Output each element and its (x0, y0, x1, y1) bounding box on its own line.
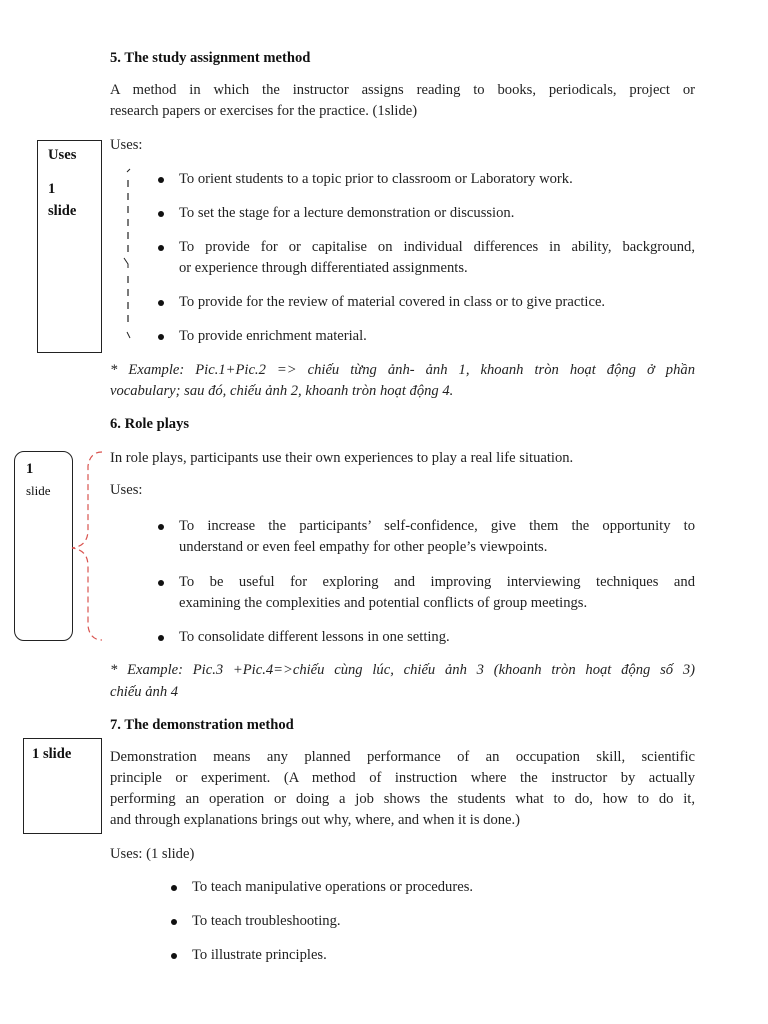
bullet-icon (158, 524, 164, 530)
section6-side-box (14, 451, 73, 641)
section5-uses-label: Uses: (110, 137, 143, 153)
section6-heading: 6. Role plays (110, 416, 190, 432)
section7-side-box (23, 738, 102, 834)
side-box-slide: slide (48, 203, 77, 219)
bullet-icon (158, 334, 164, 340)
section5-example-line2: vocabulary; sau đó, chiếu ảnh 2, khoanh tròn hoạt động 4. (110, 383, 454, 399)
section6-bullet-2b: examining the complexities and potential conflicts of group meetings. (179, 595, 588, 611)
section7-desc-line4: and through explanations brings out why, where, and when it is done.) (110, 812, 521, 828)
section6-example-line1: * Example: Pic.3 +Pic.4=>chiếu cùng lúc, chiếu ảnh 3 (khoanh tròn hoạt động số 3) (110, 662, 695, 678)
section7-bullet-3: To illustrate principles. (192, 947, 327, 963)
side-box-slide: 1 slide (32, 746, 72, 762)
section5-bullet-5: To provide enrichment material. (179, 328, 367, 344)
side-box-slide: slide (26, 483, 51, 498)
side-box-count: 1 (26, 461, 34, 477)
section7-desc-line1: Demonstration means any planned performance of an occupation skill, scientific (110, 749, 695, 765)
bullet-icon (158, 245, 164, 251)
section5-dashed-brace (118, 168, 138, 343)
bullet-icon (171, 885, 177, 891)
bullet-icon (158, 177, 164, 183)
section5-side-box (37, 140, 102, 353)
bullet-icon (158, 635, 164, 641)
section6-red-brace (68, 450, 104, 642)
section5-bullet-2: To set the stage for a lecture demonstration or discussion. (179, 205, 515, 221)
section7-bullet-1: To teach manipulative operations or procedures. (192, 879, 474, 895)
bullet-icon (158, 300, 164, 306)
section5-desc-line1: A method in which the instructor assigns reading to books, periodicals, project or (110, 82, 695, 98)
bullet-icon (171, 953, 177, 959)
section5-desc-line2: research papers or exercises for the practice. (1slide) (110, 103, 418, 119)
bullet-icon (158, 211, 164, 217)
section7-heading: 7. The demonstration method (110, 717, 294, 733)
side-box-uses-label: Uses (48, 147, 77, 163)
section7-desc-line2: principle or experiment. (A method of instruction where the instructor by actually (110, 770, 695, 786)
section7-bullet-2: To teach troubleshooting. (192, 913, 341, 929)
section6-bullet-1b: understand or even feel empathy for other people’s viewpoints. (179, 539, 548, 555)
section6-example-line2: chiếu ảnh 4 (110, 684, 179, 700)
section7-uses-label: Uses: (1 slide) (110, 846, 195, 862)
section5-bullet-1: To orient students to a topic prior to classroom or Laboratory work. (179, 171, 573, 187)
section6-bullet-1a: To increase the participants’ self-confidence, give them the opportunity to (179, 518, 695, 534)
section6-uses-label: Uses: (110, 482, 143, 498)
section6-intro: In role plays, participants use their own experiences to play a real life situation. (110, 450, 574, 466)
bullet-icon (158, 580, 164, 586)
section6-bullet-3: To consolidate different lessons in one setting. (179, 629, 450, 645)
side-box-count: 1 (48, 181, 56, 197)
section5-bullet-3a: To provide for or capitalise on individual differences in ability, background, (179, 239, 695, 255)
section5-bullet-3b: or experience through differentiated assignments. (179, 260, 468, 276)
section6-bullet-2a: To be useful for exploring and improving interviewing techniques and (179, 574, 695, 590)
section7-desc-line3: performing an operation or doing a job shows the students what to do, how to do it, (110, 791, 695, 807)
section5-heading: 5. The study assignment method (110, 50, 311, 66)
section5-example-line1: * Example: Pic.1+Pic.2 => chiếu từng ảnh- ảnh 1, khoanh tròn hoạt động ở phần (110, 362, 695, 378)
section5-bullet-4: To provide for the review of material covered in class or to give practice. (179, 294, 606, 310)
bullet-icon (171, 919, 177, 925)
